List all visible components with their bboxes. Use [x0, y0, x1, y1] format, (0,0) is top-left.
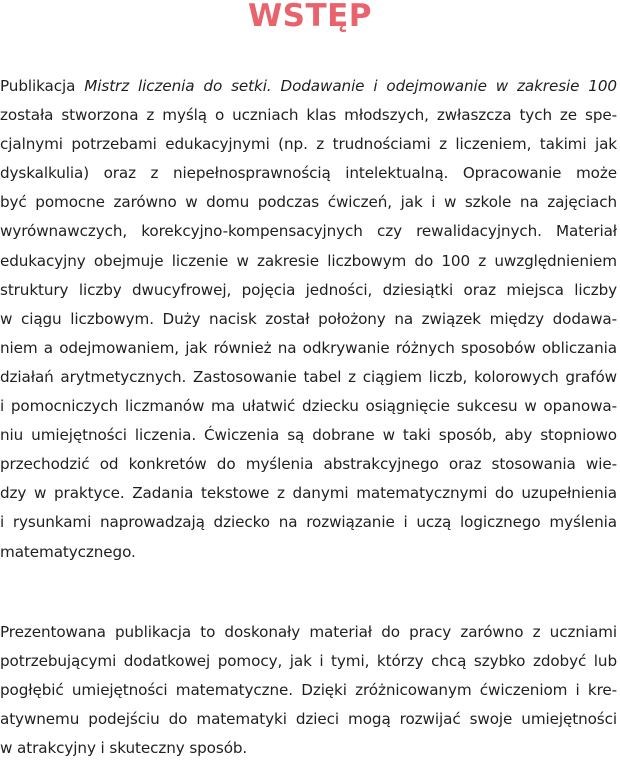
paragraph-line: niu umiejętności liczenia. Ćwiczenia są dobrane w taki sposób, aby stopniowo [0, 426, 617, 445]
paragraph-line: Prezentowana publikacja to doskonały materiał do pracy zarówno z uczniami [0, 623, 617, 641]
paragraph-line: dyskalkulia) oraz z niepełnosprawnością intelektualną. Opracowanie może [0, 164, 617, 183]
paragraph-line: w atrakcyjny i skuteczny sposób. [0, 739, 248, 758]
book-title: Mistrz liczenia do setki. Dodawanie i odejmowanie w zakresie 100 [84, 77, 617, 95]
paragraph-line: edukacyjny obejmuje liczenie w zakresie liczbowym do 100 z uwzględnieniem [0, 251, 617, 270]
paragraph-line: dzy w praktyce. Zadania tekstowe z danymi matematycznymi do uzupełnienia [0, 484, 617, 503]
paragraph-line: potrzebującymi dodatkowej pomocy, jak i tymi, którzy chcą szybko zdobyć lub [0, 652, 617, 671]
paragraph-line: przechodzić od konkretów do myślenia abstrakcyjnego oraz stosowania wie- [0, 455, 617, 474]
paragraph-line: cjalnymi potrzebami edukacyjnymi (np. z trudnościami z liczeniem, takimi jak [0, 135, 617, 154]
paragraph-line: być pomocne zarówno w domu podczas ćwiczeń, jak i w szkole na zajęciach [0, 193, 617, 212]
paragraph-line: pogłębić umiejętności matematyczne. Dzięki zróżnicowanym ćwiczeniom i kre- [0, 681, 617, 700]
paragraph-line: matematycznego. [0, 542, 136, 561]
page-heading: WSTĘP [247, 0, 373, 34]
paragraph-line: niem a odejmowaniem, jak również na odkrywanie różnych sposobów obliczania [0, 338, 617, 357]
second-paragraph [0, 618, 617, 763]
paragraph-line: atywnemu podejściu do matematyki dzieci mogą rozwijać swoje umiejętności [0, 710, 617, 729]
intro-paragraph [0, 72, 617, 567]
paragraph-line: i rysunkami naprowadzają dziecko na rozwiązanie i uczą logicznego myślenia [0, 513, 617, 532]
paragraph-line: działań arytmetycznych. Zastosowanie tabel z ciągiem liczb, kolorowych grafów [0, 367, 617, 386]
paragraph-line: została stworzona z myślą o uczniach klas młodszych, zwłaszcza tych ze spe- [0, 106, 617, 125]
paragraph-line: i pomocniczych liczmanów ma ułatwić dziecku osiągnięcie sukcesu w opanowa- [0, 397, 617, 416]
paragraph-text: Publikacja [0, 77, 76, 95]
paragraph-line [0, 72, 617, 101]
paragraph-line: struktury liczby dwucyfrowej, pojęcia jedności, dziesiątki oraz miejsca liczby [0, 280, 617, 299]
paragraph-line: w ciągu liczbowym. Duży nacisk został położony na związek między dodawa- [0, 309, 617, 328]
paragraph-line: wyrównawczych, korekcyjno-kompensacyjnych czy rewalidacyjnych. Materiał [0, 222, 617, 241]
